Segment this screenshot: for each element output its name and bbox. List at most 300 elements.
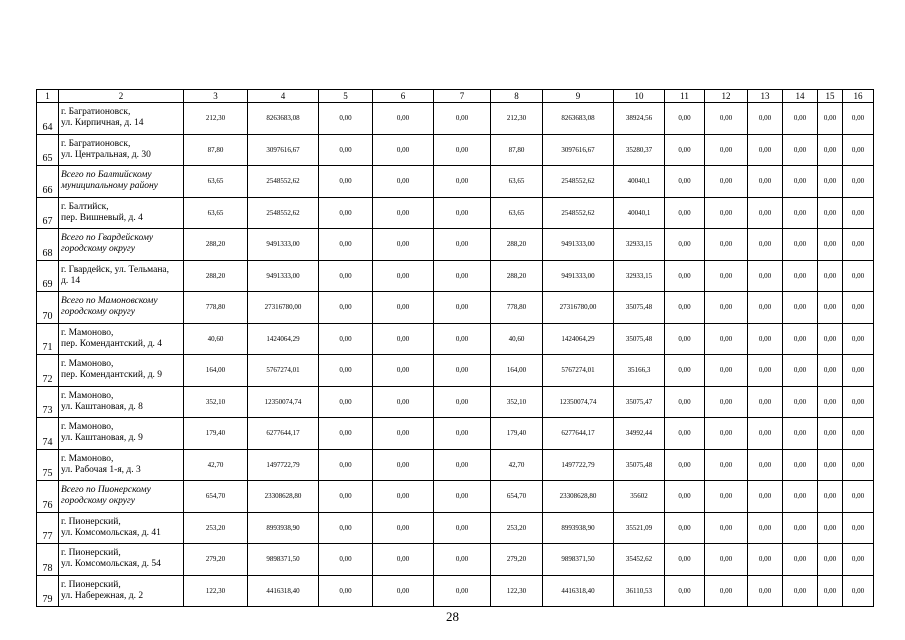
value-cell: 0,00 — [319, 544, 373, 576]
value-cell: 35602 — [614, 481, 665, 513]
value-cell: 35075,47 — [614, 386, 665, 418]
column-header-1: 1 — [37, 90, 59, 103]
table-row — [37, 292, 874, 324]
value-cell: 0,00 — [748, 260, 783, 292]
value-cell: 0,00 — [434, 323, 491, 355]
value-cell: 0,00 — [665, 481, 705, 513]
value-cell: 0,00 — [783, 197, 818, 229]
value-cell: 0,00 — [783, 544, 818, 576]
value-cell: 63,65 — [491, 166, 543, 198]
value-cell: 36110,53 — [614, 575, 665, 607]
table-row — [37, 134, 874, 166]
row-number: 69 — [37, 260, 59, 292]
value-cell: 35280,37 — [614, 134, 665, 166]
column-header-9: 9 — [543, 90, 614, 103]
row-number: 79 — [37, 575, 59, 607]
table-row — [37, 449, 874, 481]
value-cell: 0,00 — [783, 418, 818, 450]
value-cell: 654,70 — [491, 481, 543, 513]
value-cell: 279,20 — [491, 544, 543, 576]
value-cell: 0,00 — [319, 418, 373, 450]
value-cell: 63,65 — [184, 166, 248, 198]
value-cell: 0,00 — [818, 355, 843, 387]
value-cell: 0,00 — [818, 103, 843, 135]
table-row — [37, 418, 874, 450]
value-cell: 122,30 — [491, 575, 543, 607]
value-cell: 0,00 — [373, 323, 434, 355]
row-number: 65 — [37, 134, 59, 166]
value-cell: 0,00 — [434, 229, 491, 261]
value-cell: 0,00 — [665, 292, 705, 324]
value-cell: 35166,3 — [614, 355, 665, 387]
value-cell: 0,00 — [818, 386, 843, 418]
value-cell: 0,00 — [434, 260, 491, 292]
table-row — [37, 544, 874, 576]
value-cell: 42,70 — [184, 449, 248, 481]
value-cell: 0,00 — [705, 260, 748, 292]
address-cell — [59, 260, 184, 292]
value-cell: 9491333,00 — [248, 229, 319, 261]
column-header-10: 10 — [614, 90, 665, 103]
value-cell: 0,00 — [818, 512, 843, 544]
value-cell: 0,00 — [434, 386, 491, 418]
value-cell: 0,00 — [434, 481, 491, 513]
value-cell: 1424064,29 — [543, 323, 614, 355]
value-cell: 164,00 — [491, 355, 543, 387]
value-cell: 63,65 — [184, 197, 248, 229]
value-cell: 0,00 — [434, 292, 491, 324]
value-cell: 0,00 — [705, 323, 748, 355]
value-cell: 0,00 — [843, 386, 874, 418]
value-cell: 0,00 — [319, 103, 373, 135]
value-cell: 0,00 — [319, 481, 373, 513]
address-line: городскому округу — [61, 496, 135, 507]
value-cell: 9491333,00 — [543, 260, 614, 292]
address-line: городскому округу — [61, 307, 135, 318]
value-cell: 0,00 — [665, 386, 705, 418]
value-cell: 0,00 — [319, 166, 373, 198]
value-cell: 0,00 — [843, 481, 874, 513]
table-row — [37, 166, 874, 198]
column-header-16: 16 — [843, 90, 874, 103]
table-body — [37, 90, 874, 607]
value-cell: 212,30 — [491, 103, 543, 135]
value-cell: 179,40 — [491, 418, 543, 450]
value-cell: 0,00 — [705, 512, 748, 544]
address-cell — [59, 575, 184, 607]
value-cell: 38924,56 — [614, 103, 665, 135]
address-cell — [59, 355, 184, 387]
value-cell: 0,00 — [373, 575, 434, 607]
value-cell: 0,00 — [783, 260, 818, 292]
value-cell: 0,00 — [843, 292, 874, 324]
value-cell: 654,70 — [184, 481, 248, 513]
value-cell: 0,00 — [843, 134, 874, 166]
row-number: 72 — [37, 355, 59, 387]
value-cell: 0,00 — [783, 323, 818, 355]
value-cell: 0,00 — [748, 292, 783, 324]
value-cell: 0,00 — [783, 134, 818, 166]
value-cell: 42,70 — [491, 449, 543, 481]
column-header-2: 2 — [59, 90, 184, 103]
value-cell: 0,00 — [843, 544, 874, 576]
value-cell: 253,20 — [491, 512, 543, 544]
value-cell: 87,80 — [491, 134, 543, 166]
value-cell: 3097616,67 — [248, 134, 319, 166]
value-cell: 0,00 — [783, 512, 818, 544]
address-line: г. Пионерский, — [61, 579, 121, 590]
row-number: 73 — [37, 386, 59, 418]
address-line: г. Мамоново, — [61, 390, 114, 401]
address-cell — [59, 449, 184, 481]
value-cell: 0,00 — [434, 512, 491, 544]
value-cell: 352,10 — [184, 386, 248, 418]
value-cell: 0,00 — [319, 512, 373, 544]
value-cell: 0,00 — [748, 481, 783, 513]
value-cell: 0,00 — [818, 449, 843, 481]
value-cell: 0,00 — [748, 512, 783, 544]
value-cell: 288,20 — [491, 229, 543, 261]
value-cell: 0,00 — [843, 355, 874, 387]
address-line: Всего по Мамоновскому — [61, 296, 158, 307]
value-cell: 0,00 — [705, 449, 748, 481]
value-cell: 0,00 — [783, 386, 818, 418]
value-cell: 27316780,00 — [543, 292, 614, 324]
value-cell: 0,00 — [705, 544, 748, 576]
value-cell: 9898371,50 — [248, 544, 319, 576]
value-cell: 0,00 — [319, 134, 373, 166]
value-cell: 0,00 — [665, 512, 705, 544]
value-cell: 0,00 — [748, 323, 783, 355]
address-line: г. Гвардейск, ул. Тельмана, — [61, 264, 170, 275]
value-cell: 6277644,17 — [248, 418, 319, 450]
value-cell: 0,00 — [373, 355, 434, 387]
column-header-5: 5 — [319, 90, 373, 103]
row-number: 68 — [37, 229, 59, 261]
value-cell: 0,00 — [373, 229, 434, 261]
value-cell: 0,00 — [705, 134, 748, 166]
address-line: ул. Набережная, д. 2 — [61, 590, 144, 601]
value-cell: 32933,15 — [614, 229, 665, 261]
value-cell: 0,00 — [319, 323, 373, 355]
value-cell: 0,00 — [319, 292, 373, 324]
table-row — [37, 229, 874, 261]
value-cell: 0,00 — [373, 481, 434, 513]
value-cell: 0,00 — [665, 418, 705, 450]
value-cell: 3097616,67 — [543, 134, 614, 166]
address-line: Всего по Гвардейскому — [61, 233, 154, 244]
row-number: 74 — [37, 418, 59, 450]
column-header-7: 7 — [434, 90, 491, 103]
value-cell: 0,00 — [434, 103, 491, 135]
value-cell: 0,00 — [783, 229, 818, 261]
value-cell: 0,00 — [783, 449, 818, 481]
value-cell: 0,00 — [434, 418, 491, 450]
address-cell — [59, 512, 184, 544]
value-cell: 0,00 — [434, 355, 491, 387]
table-row — [37, 481, 874, 513]
value-cell: 40040,1 — [614, 197, 665, 229]
address-line: ул. Центральная, д. 30 — [61, 149, 151, 160]
row-number: 75 — [37, 449, 59, 481]
column-header-8: 8 — [491, 90, 543, 103]
value-cell: 23308628,80 — [248, 481, 319, 513]
value-cell: 0,00 — [705, 292, 748, 324]
value-cell: 0,00 — [748, 197, 783, 229]
value-cell: 0,00 — [665, 575, 705, 607]
address-line: г. Багратионовск, — [61, 138, 131, 149]
value-cell: 0,00 — [783, 103, 818, 135]
value-cell: 0,00 — [843, 197, 874, 229]
address-cell — [59, 197, 184, 229]
value-cell: 0,00 — [783, 355, 818, 387]
page-number: 28 — [446, 609, 459, 624]
value-cell: 212,30 — [184, 103, 248, 135]
table-row — [37, 355, 874, 387]
value-cell: 0,00 — [843, 575, 874, 607]
value-cell: 0,00 — [818, 166, 843, 198]
value-cell: 2548552,62 — [248, 166, 319, 198]
value-cell: 0,00 — [705, 197, 748, 229]
value-cell: 5767274,01 — [543, 355, 614, 387]
value-cell: 8993938,90 — [248, 512, 319, 544]
value-cell: 0,00 — [434, 544, 491, 576]
value-cell: 0,00 — [843, 418, 874, 450]
value-cell: 0,00 — [665, 103, 705, 135]
value-cell: 0,00 — [818, 260, 843, 292]
value-cell: 0,00 — [748, 544, 783, 576]
value-cell: 9491333,00 — [248, 260, 319, 292]
value-cell: 0,00 — [818, 197, 843, 229]
value-cell: 0,00 — [373, 134, 434, 166]
value-cell: 0,00 — [843, 103, 874, 135]
value-cell: 0,00 — [665, 229, 705, 261]
value-cell: 179,40 — [184, 418, 248, 450]
row-number: 70 — [37, 292, 59, 324]
value-cell: 40,60 — [491, 323, 543, 355]
address-cell — [59, 166, 184, 198]
address-line: пер. Комендантский, д. 4 — [61, 338, 163, 349]
value-cell: 0,00 — [319, 197, 373, 229]
address-line: пер. Комендантский, д. 9 — [61, 370, 163, 381]
address-line: г. Мамоново, — [61, 422, 114, 433]
value-cell: 0,00 — [748, 575, 783, 607]
address-line: ул. Комсомольская, д. 54 — [61, 559, 161, 570]
value-cell: 0,00 — [319, 386, 373, 418]
column-header-3: 3 — [184, 90, 248, 103]
value-cell: 0,00 — [665, 166, 705, 198]
column-header-14: 14 — [783, 90, 818, 103]
value-cell: 1424064,29 — [248, 323, 319, 355]
value-cell: 778,80 — [491, 292, 543, 324]
address-line: ул. Рабочая 1-я, д. 3 — [61, 464, 141, 475]
address-line: г. Пионерский, — [61, 516, 121, 527]
value-cell: 0,00 — [705, 386, 748, 418]
value-cell: 0,00 — [748, 103, 783, 135]
value-cell: 1497722,79 — [248, 449, 319, 481]
column-header-6: 6 — [373, 90, 434, 103]
value-cell: 4416318,40 — [543, 575, 614, 607]
value-cell: 0,00 — [319, 575, 373, 607]
column-header-4: 4 — [248, 90, 319, 103]
address-line: г. Мамоново, — [61, 453, 114, 464]
value-cell: 0,00 — [818, 544, 843, 576]
address-line: городскому округу — [61, 244, 135, 255]
value-cell: 4416318,40 — [248, 575, 319, 607]
value-cell: 0,00 — [818, 323, 843, 355]
value-cell: 1497722,79 — [543, 449, 614, 481]
value-cell: 87,80 — [184, 134, 248, 166]
value-cell: 0,00 — [748, 229, 783, 261]
value-cell: 0,00 — [843, 323, 874, 355]
value-cell: 0,00 — [373, 418, 434, 450]
value-cell: 35452,62 — [614, 544, 665, 576]
value-cell: 0,00 — [705, 229, 748, 261]
address-line: г. Пионерский, — [61, 548, 121, 559]
value-cell: 0,00 — [818, 575, 843, 607]
value-cell: 288,20 — [491, 260, 543, 292]
value-cell: 8263683,08 — [543, 103, 614, 135]
value-cell: 0,00 — [434, 575, 491, 607]
value-cell: 0,00 — [818, 229, 843, 261]
value-cell: 2548552,62 — [248, 197, 319, 229]
value-cell: 32933,15 — [614, 260, 665, 292]
address-cell — [59, 544, 184, 576]
address-line: д. 14 — [61, 275, 81, 286]
address-cell — [59, 229, 184, 261]
value-cell: 0,00 — [434, 134, 491, 166]
value-cell: 23308628,80 — [543, 481, 614, 513]
table-row — [37, 386, 874, 418]
value-cell: 0,00 — [843, 166, 874, 198]
value-cell: 35521,09 — [614, 512, 665, 544]
value-cell: 0,00 — [818, 292, 843, 324]
value-cell: 0,00 — [705, 166, 748, 198]
row-number: 77 — [37, 512, 59, 544]
value-cell: 288,20 — [184, 260, 248, 292]
address-line: г. Мамоново, — [61, 359, 114, 370]
value-cell: 12350074,74 — [543, 386, 614, 418]
value-cell: 0,00 — [373, 386, 434, 418]
value-cell: 9898371,50 — [543, 544, 614, 576]
column-number-header-row — [37, 90, 874, 103]
address-cell — [59, 292, 184, 324]
address-line: г. Балтийск, — [61, 201, 109, 212]
value-cell: 0,00 — [373, 512, 434, 544]
address-line: г. Багратионовск, — [61, 107, 131, 118]
value-cell: 0,00 — [319, 229, 373, 261]
value-cell: 35075,48 — [614, 449, 665, 481]
value-cell: 778,80 — [184, 292, 248, 324]
value-cell: 0,00 — [373, 103, 434, 135]
value-cell: 0,00 — [319, 260, 373, 292]
value-cell: 0,00 — [818, 134, 843, 166]
column-header-11: 11 — [665, 90, 705, 103]
value-cell: 352,10 — [491, 386, 543, 418]
row-number: 71 — [37, 323, 59, 355]
value-cell: 2548552,62 — [543, 197, 614, 229]
value-cell: 0,00 — [665, 260, 705, 292]
value-cell: 253,20 — [184, 512, 248, 544]
value-cell: 0,00 — [373, 449, 434, 481]
value-cell: 0,00 — [373, 292, 434, 324]
address-line: ул. Кирпичная, д. 14 — [61, 118, 144, 129]
row-number: 66 — [37, 166, 59, 198]
value-cell: 0,00 — [434, 449, 491, 481]
address-line: ул. Каштановая, д. 9 — [61, 433, 143, 444]
value-cell: 0,00 — [783, 481, 818, 513]
value-cell: 12350074,74 — [248, 386, 319, 418]
value-cell: 0,00 — [705, 575, 748, 607]
value-cell: 0,00 — [665, 197, 705, 229]
value-cell: 0,00 — [319, 355, 373, 387]
value-cell: 63,65 — [491, 197, 543, 229]
value-cell: 0,00 — [434, 197, 491, 229]
value-cell: 0,00 — [705, 355, 748, 387]
value-cell: 0,00 — [665, 323, 705, 355]
value-cell: 6277644,17 — [543, 418, 614, 450]
value-cell: 8993938,90 — [543, 512, 614, 544]
value-cell: 0,00 — [373, 260, 434, 292]
data-table — [36, 89, 874, 607]
table-row — [37, 260, 874, 292]
address-line: муниципальному району — [61, 181, 158, 192]
table-row — [37, 103, 874, 135]
address-cell — [59, 103, 184, 135]
value-cell: 0,00 — [748, 355, 783, 387]
row-number: 64 — [37, 103, 59, 135]
value-cell: 164,00 — [184, 355, 248, 387]
value-cell: 0,00 — [843, 229, 874, 261]
value-cell: 0,00 — [705, 418, 748, 450]
value-cell: 0,00 — [818, 418, 843, 450]
value-cell: 9491333,00 — [543, 229, 614, 261]
address-line: пер. Вишневый, д. 4 — [61, 212, 143, 223]
value-cell: 40,60 — [184, 323, 248, 355]
value-cell: 279,20 — [184, 544, 248, 576]
value-cell: 0,00 — [665, 449, 705, 481]
table-row — [37, 323, 874, 355]
value-cell: 0,00 — [748, 418, 783, 450]
value-cell: 0,00 — [783, 575, 818, 607]
value-cell: 0,00 — [665, 355, 705, 387]
value-cell: 0,00 — [843, 512, 874, 544]
value-cell: 0,00 — [748, 134, 783, 166]
value-cell: 0,00 — [319, 449, 373, 481]
value-cell: 0,00 — [783, 166, 818, 198]
value-cell: 35075,48 — [614, 292, 665, 324]
value-cell: 5767274,01 — [248, 355, 319, 387]
address-cell — [59, 386, 184, 418]
value-cell: 0,00 — [665, 544, 705, 576]
address-line: г. Мамоново, — [61, 327, 114, 338]
address-cell — [59, 134, 184, 166]
value-cell: 34992,44 — [614, 418, 665, 450]
value-cell: 0,00 — [843, 449, 874, 481]
address-line: ул. Каштановая, д. 8 — [61, 401, 143, 412]
address-cell — [59, 418, 184, 450]
value-cell: 8263683,08 — [248, 103, 319, 135]
address-cell — [59, 481, 184, 513]
column-header-12: 12 — [705, 90, 748, 103]
value-cell: 40040,1 — [614, 166, 665, 198]
column-header-13: 13 — [748, 90, 783, 103]
value-cell: 0,00 — [748, 449, 783, 481]
value-cell: 35075,48 — [614, 323, 665, 355]
value-cell: 0,00 — [705, 103, 748, 135]
row-number: 78 — [37, 544, 59, 576]
value-cell: 0,00 — [705, 481, 748, 513]
